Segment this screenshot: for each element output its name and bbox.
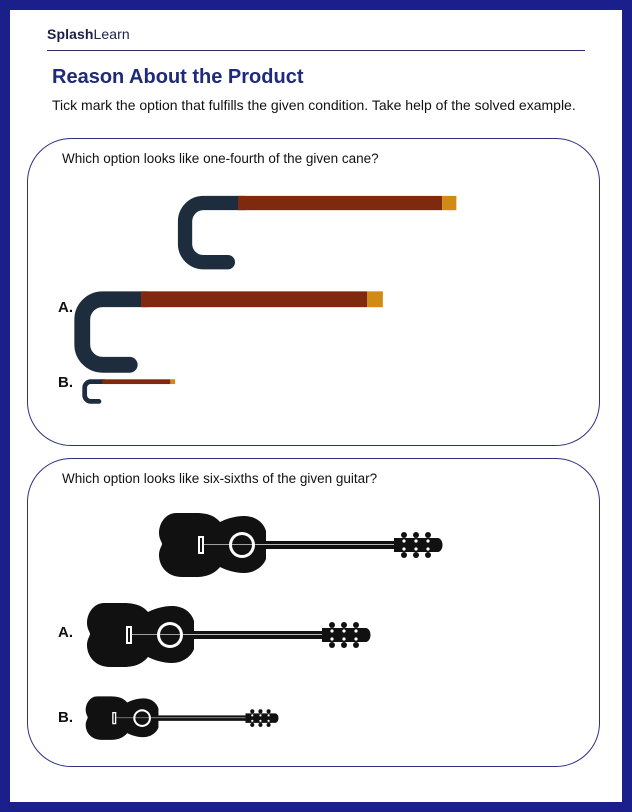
question-text: Which option looks like one-fourth of the given cane? (62, 151, 379, 166)
acoustic-guitar-icon (158, 511, 448, 583)
option-label[interactable]: A. (58, 299, 73, 316)
walking-cane-icon (80, 375, 180, 409)
brand-name-bold: Splash (47, 26, 94, 42)
brand-name-light: Learn (93, 26, 130, 42)
question-card-guitar (27, 458, 600, 767)
walking-cane-icon (169, 187, 449, 271)
question-text: Which option looks like six-sixths of the given guitar? (62, 471, 378, 486)
walking-cane-icon (64, 281, 384, 371)
option-label[interactable]: B. (58, 709, 73, 726)
header-divider (47, 50, 585, 51)
worksheet-title: Reason About the Product (52, 66, 304, 88)
acoustic-guitar-icon (86, 601, 376, 673)
worksheet-page (10, 10, 622, 802)
acoustic-guitar-icon (85, 695, 285, 745)
option-label[interactable]: A. (58, 624, 73, 641)
brand-logo (47, 26, 130, 42)
option-label[interactable]: B. (58, 374, 73, 391)
question-card-cane (27, 138, 600, 446)
worksheet-instruction: Tick mark the option that fulfills the given condition. Take help of the solved example. (52, 97, 576, 113)
